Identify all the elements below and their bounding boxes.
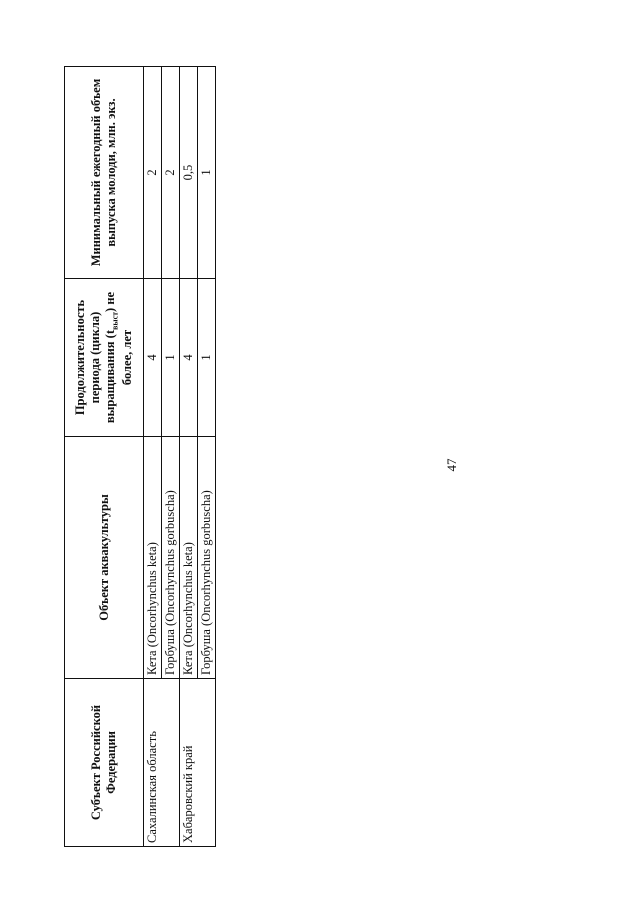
- period-cell: 1: [198, 279, 216, 437]
- header-period-subscript: выст: [110, 311, 120, 330]
- aquaculture-table: [64, 66, 216, 847]
- period-cell: 1: [162, 279, 180, 437]
- volume-cell: 2: [162, 67, 180, 279]
- volume-cell: 1: [198, 67, 216, 279]
- period-cell: 4: [180, 279, 198, 437]
- header-region: Субъект Российской Федерации: [65, 679, 144, 847]
- header-volume: Минимальный ежегодный объем выпуска молоди, млн. экз.: [65, 67, 144, 279]
- species-cell: Горбуша (Oncorhynchus gorbuscha): [198, 437, 216, 679]
- species-cell: Кета (Oncorhynchus keta): [180, 437, 198, 679]
- volume-cell: 2: [144, 67, 162, 279]
- period-cell: 4: [144, 279, 162, 437]
- region-cell: Хабаровский край: [180, 679, 216, 847]
- table-row: [180, 67, 198, 847]
- header-period-text-end: ) не более, лет: [102, 291, 135, 386]
- species-cell: Кета (Oncorhynchus keta): [144, 437, 162, 679]
- table-header-row: [65, 67, 144, 847]
- region-cell: Сахалинская область: [144, 679, 180, 847]
- table-row: [144, 67, 162, 847]
- page-number: 47: [444, 458, 459, 472]
- header-species: Объект аквакультуры: [65, 437, 144, 679]
- header-period-text: Продолжительность периода (цикла) выращивания (t: [72, 299, 117, 424]
- species-cell: Горбуша (Oncorhynchus gorbuscha): [162, 437, 180, 679]
- header-period: [65, 279, 144, 437]
- volume-cell: 0,5: [180, 67, 198, 279]
